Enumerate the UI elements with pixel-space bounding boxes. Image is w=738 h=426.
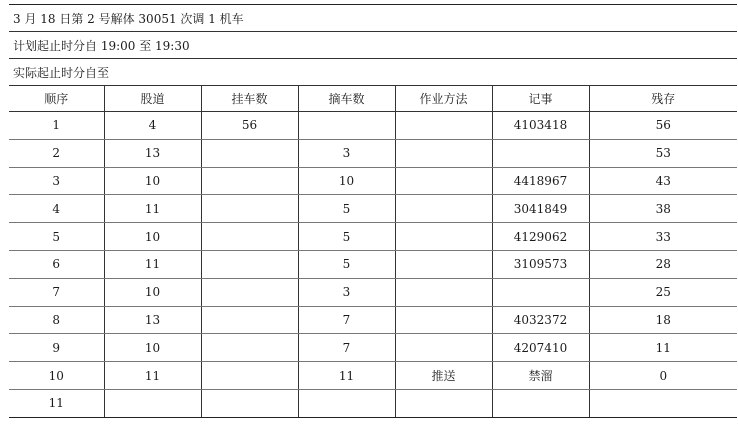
table-cell (201, 389, 298, 417)
table-cell: 4129062 (492, 223, 589, 251)
table-cell: 10 (104, 223, 201, 251)
actual-time-row (9, 59, 737, 86)
table-cell (201, 278, 298, 306)
table-cell: 4103418 (492, 112, 589, 140)
table-row (9, 139, 737, 167)
table-cell: 3 (298, 278, 395, 306)
table-row (9, 195, 737, 223)
table-cell (395, 306, 492, 334)
table-cell: 10 (9, 362, 104, 390)
plan-time-row (9, 32, 737, 59)
table-row (9, 306, 737, 334)
column-header: 记事 (492, 86, 589, 112)
table-cell: 25 (589, 278, 737, 306)
table-cell: 5 (9, 223, 104, 251)
table-cell: 28 (589, 250, 737, 278)
table-cell: 11 (104, 195, 201, 223)
column-header-row (9, 86, 737, 112)
table-cell (395, 250, 492, 278)
table-cell (201, 195, 298, 223)
table-cell (201, 334, 298, 362)
table-cell (201, 250, 298, 278)
table-cell: 7 (9, 278, 104, 306)
table-row (9, 250, 737, 278)
table-cell: 3109573 (492, 250, 589, 278)
table-cell: 5 (298, 195, 395, 223)
title-row (9, 5, 737, 32)
table-cell: 38 (589, 195, 737, 223)
shunting-plan-sheet (9, 4, 737, 418)
table-cell: 10 (104, 167, 201, 195)
table-cell: 10 (104, 334, 201, 362)
table-cell (201, 362, 298, 390)
column-header: 摘车数 (298, 86, 395, 112)
table-cell: 13 (104, 139, 201, 167)
table-cell (201, 139, 298, 167)
table-cell: 0 (589, 362, 737, 390)
table-cell (492, 278, 589, 306)
table-cell (589, 389, 737, 417)
table-cell: 18 (589, 306, 737, 334)
table-cell: 3041849 (492, 195, 589, 223)
table-cell (201, 306, 298, 334)
table-cell: 4 (104, 112, 201, 140)
table-cell: 11 (589, 334, 737, 362)
table-cell (395, 167, 492, 195)
table-cell: 2 (9, 139, 104, 167)
table-cell: 5 (298, 250, 395, 278)
table-row (9, 278, 737, 306)
column-header: 股道 (104, 86, 201, 112)
table-cell (395, 223, 492, 251)
table-cell: 11 (9, 389, 104, 417)
table-cell: 4207410 (492, 334, 589, 362)
table-cell: 5 (298, 223, 395, 251)
table-cell: 禁溜 (492, 362, 589, 390)
table-cell: 11 (104, 250, 201, 278)
table-cell: 推送 (395, 362, 492, 390)
table-cell: 56 (589, 112, 737, 140)
table-cell (395, 278, 492, 306)
table-cell: 6 (9, 250, 104, 278)
table-cell (395, 195, 492, 223)
table-cell (201, 223, 298, 251)
actual-time: 实际起止时分自至 (9, 59, 737, 86)
table-cell (298, 389, 395, 417)
table-row (9, 362, 737, 390)
shunting-plan-table (9, 4, 737, 418)
sheet-title: 3 月 18 日第 2 号解体 30051 次调 1 机车 (9, 5, 737, 32)
table-row (9, 389, 737, 417)
table-cell: 13 (104, 306, 201, 334)
table-row (9, 112, 737, 140)
table-cell: 7 (298, 306, 395, 334)
table-row (9, 223, 737, 251)
table-cell (395, 334, 492, 362)
table-cell (395, 112, 492, 140)
table-cell (298, 112, 395, 140)
column-header: 残存 (589, 86, 737, 112)
column-header: 挂车数 (201, 86, 298, 112)
table-cell (492, 389, 589, 417)
table-cell (395, 139, 492, 167)
table-cell: 9 (9, 334, 104, 362)
table-cell: 10 (298, 167, 395, 195)
table-cell: 10 (104, 278, 201, 306)
table-row (9, 334, 737, 362)
table-cell: 11 (298, 362, 395, 390)
column-header: 作业方法 (395, 86, 492, 112)
planned-time: 计划起止时分自 19:00 至 19:30 (9, 32, 737, 59)
table-cell: 3 (9, 167, 104, 195)
table-cell: 3 (298, 139, 395, 167)
table-cell: 1 (9, 112, 104, 140)
table-cell: 53 (589, 139, 737, 167)
table-cell: 7 (298, 334, 395, 362)
table-cell: 11 (104, 362, 201, 390)
column-header: 顺序 (9, 86, 104, 112)
table-body (9, 112, 737, 418)
table-cell (201, 167, 298, 195)
table-cell (492, 139, 589, 167)
table-cell: 8 (9, 306, 104, 334)
table-cell: 4032372 (492, 306, 589, 334)
table-cell (395, 389, 492, 417)
table-cell (104, 389, 201, 417)
table-cell: 4 (9, 195, 104, 223)
table-cell: 43 (589, 167, 737, 195)
table-cell: 4418967 (492, 167, 589, 195)
table-row (9, 167, 737, 195)
table-cell: 56 (201, 112, 298, 140)
table-cell: 33 (589, 223, 737, 251)
